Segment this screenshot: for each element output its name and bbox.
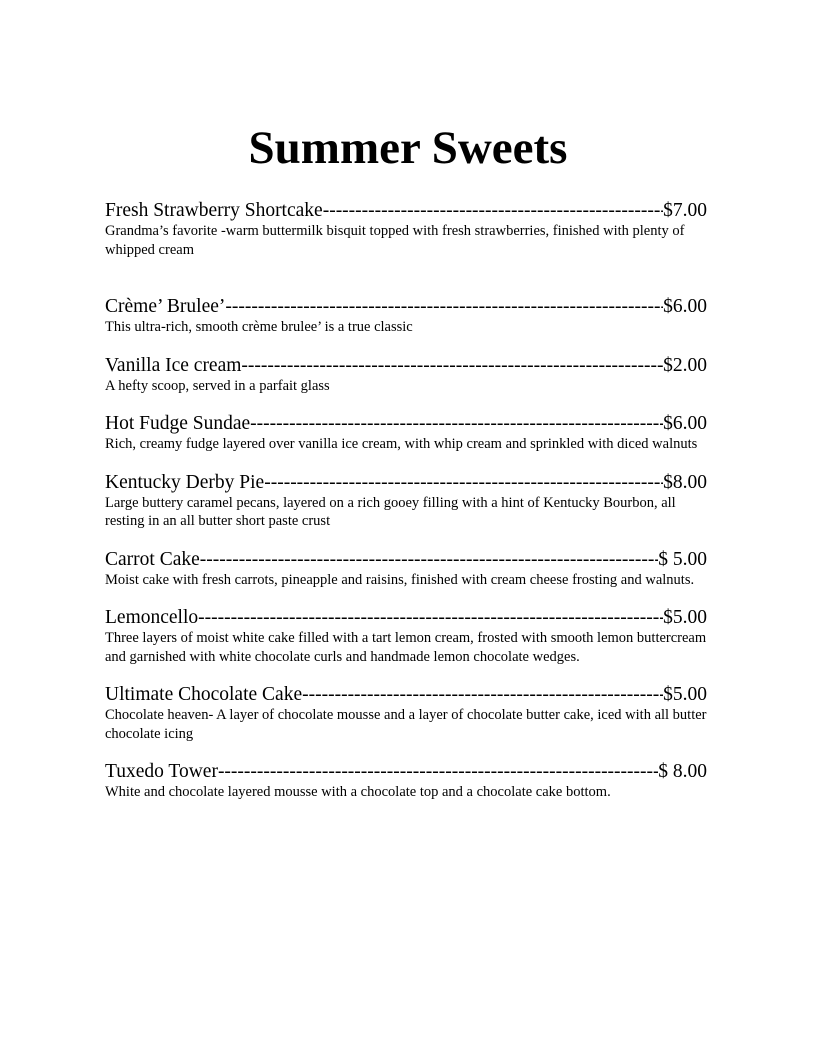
dotted-leader <box>323 199 663 222</box>
menu-item-name: Crème’ Brulee’ <box>105 296 226 317</box>
menu-item-description: Three layers of moist white cake filled with a tart lemon cream, frosted with smooth lemon buttercream and garnished with white chocolate curls and handmade lemon chocolate wedges. <box>105 630 707 665</box>
menu-item-heading <box>105 199 707 222</box>
menu-item-heading <box>105 295 707 318</box>
menu-item-price: $8.00 <box>663 471 707 493</box>
menu-item-price: $6.00 <box>663 296 707 317</box>
menu-item-price: $7.00 <box>663 200 707 221</box>
menu-item-price: $5.00 <box>663 684 707 705</box>
menu-item-creme-brulee <box>105 295 707 337</box>
menu-item-heading <box>105 354 707 377</box>
dotted-leader <box>225 295 663 318</box>
dotted-leader <box>218 760 658 783</box>
menu-item-description: Chocolate heaven- A layer of chocolate mousse and a layer of chocolate butter cake, iced with all butter chocolate icing <box>105 707 707 742</box>
menu-item-description: This ultra-rich, smooth crème brulee’ is a true classic <box>105 319 413 335</box>
menu-item-heading <box>105 683 707 706</box>
menu-item-name: Tuxedo Tower <box>105 761 218 782</box>
menu-item-description: A hefty scoop, served in a parfait glass <box>105 377 330 394</box>
menu-item-name: Carrot Cake <box>105 548 200 570</box>
dotted-leader <box>264 471 663 494</box>
menu-item-name: Fresh Strawberry Shortcake <box>105 200 323 221</box>
menu-item-heading <box>105 760 707 783</box>
menu-item-strawberry-shortcake <box>105 199 707 259</box>
dotted-leader <box>241 354 663 377</box>
menu-item-kentucky-derby-pie <box>105 471 707 531</box>
menu-item-name: Ultimate Chocolate Cake <box>105 684 303 705</box>
menu-item-ultimate-chocolate-cake <box>105 683 707 743</box>
menu-item-carrot-cake <box>105 548 707 590</box>
menu-item-vanilla-ice-cream <box>105 354 707 396</box>
menu-item-price: $2.00 <box>663 354 707 376</box>
menu-item-description: Moist cake with fresh carrots, pineapple and raisins, finished with cream cheese frosting and walnuts. <box>105 571 695 588</box>
dotted-leader <box>250 412 663 435</box>
menu-item-price: $6.00 <box>663 413 707 434</box>
menu-item-name: Lemoncello <box>105 607 199 628</box>
dessert-menu <box>105 199 707 802</box>
menu-item-hot-fudge-sundae <box>105 412 707 454</box>
menu-item-name: Hot Fudge Sundae <box>105 413 251 434</box>
menu-item-heading <box>105 471 707 494</box>
menu-item-name: Vanilla Ice cream <box>105 354 242 376</box>
page-title: Summer Sweets <box>248 122 568 174</box>
menu-item-description: Large buttery caramel pecans, layered on a rich gooey filling with a hint of Kentucky Bourbon, all resting in an all butter short paste crust <box>105 494 676 529</box>
menu-item-lemoncello <box>105 606 707 666</box>
dotted-leader <box>302 683 663 706</box>
menu-item-heading <box>105 412 707 435</box>
menu-item-tuxedo-tower <box>105 760 707 802</box>
menu-item-heading <box>105 548 707 571</box>
menu-item-price: $5.00 <box>663 607 707 628</box>
menu-item-description: Rich, creamy fudge layered over vanilla ice cream, with whip cream and sprinkled with diced walnuts <box>105 436 698 452</box>
menu-item-description: Grandma’s favorite -warm buttermilk bisquit topped with fresh strawberries, finished with plenty of whipped cream <box>105 223 685 258</box>
menu-item-description: White and chocolate layered mousse with a chocolate top and a chocolate cake bottom. <box>105 784 611 800</box>
dotted-leader <box>198 606 663 629</box>
menu-item-price: $ 8.00 <box>658 761 707 782</box>
dotted-leader <box>200 548 658 571</box>
menu-item-name: Kentucky Derby Pie <box>105 471 265 493</box>
menu-item-price: $ 5.00 <box>658 548 707 570</box>
menu-item-heading <box>105 606 707 629</box>
